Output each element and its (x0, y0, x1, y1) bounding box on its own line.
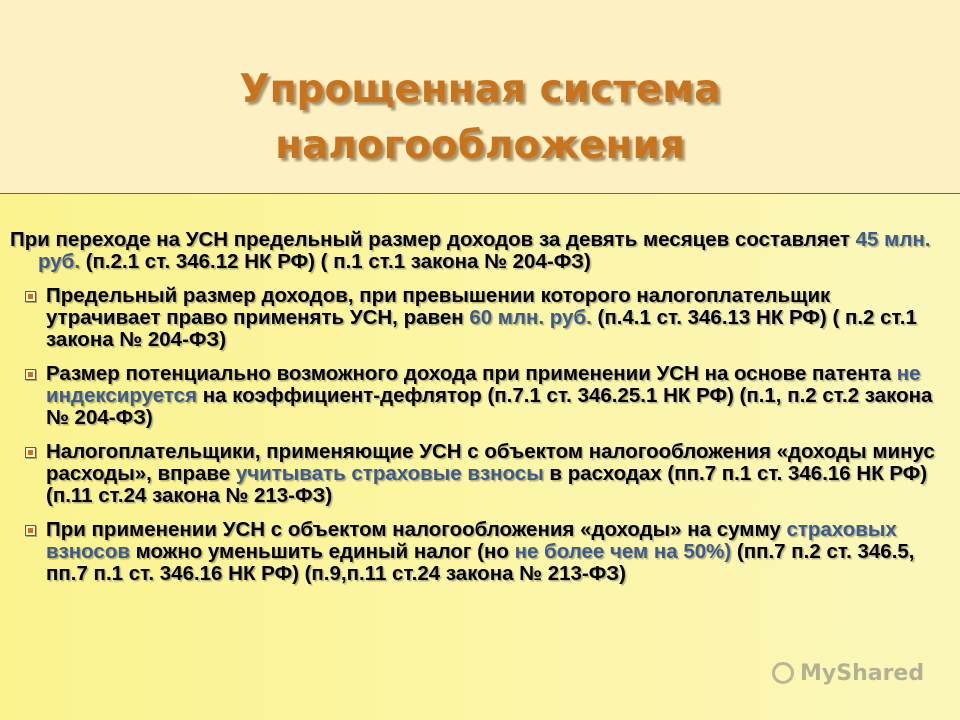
square-bullet-icon (25, 291, 36, 302)
watermark (772, 658, 932, 690)
text-run: можно уменьшить единый налог (но (129, 540, 515, 563)
text-run: При переходе на УСН предельный размер доходов за девять месяцев составляет (10, 228, 856, 251)
square-bullet-icon (25, 525, 36, 536)
bullet-list (10, 285, 950, 585)
text-run: Предельный размер доходов, при превышении которого налогоплательщик утрачивает право применять УСН, равен (46, 284, 831, 329)
slide-title-line-2: налогообложения (275, 123, 685, 168)
highlighted-text: 45 млн. руб. (38, 228, 931, 273)
slide-title (0, 62, 960, 174)
highlighted-text: не более чем на 50%) (514, 540, 732, 563)
myshared-logo-icon (772, 662, 794, 684)
text-run: на коэффициент-дефлятор (п.7.1 ст. 346.25.1 НК РФ) (п.1, п.2 ст.2 закона № 204-ФЗ) (46, 384, 933, 429)
bullet-item (10, 519, 950, 585)
bullet-item (10, 441, 950, 507)
slide-header (0, 0, 960, 194)
text-run: (пп.7 п.2 ст. 346.5, пп.7 п.1 ст. 346.16 НК РФ) (п.9,п.11 ст.24 закона № 213-ФЗ) (46, 540, 915, 585)
slide-content (10, 229, 950, 597)
highlighted-text: учитывать страховые взносы (235, 462, 544, 485)
bullet-item (10, 363, 950, 429)
text-run: (п.2.1 ст. 346.12 НК РФ) ( п.1 ст.1 закона № 204-ФЗ) (80, 250, 591, 273)
square-bullet-icon (25, 447, 36, 458)
text-run: Налогоплательщики, применяющие УСН с объектом налогообложения «доходы минус расходы», вправе (46, 440, 935, 485)
watermark-text: MyShared (800, 661, 925, 686)
square-bullet-icon (25, 369, 36, 380)
highlighted-text: 60 млн. руб. (469, 306, 592, 329)
lead-paragraph (10, 229, 950, 273)
bullet-item (10, 285, 950, 351)
text-run: Размер потенциально возможного дохода при применении УСН на основе патента (46, 362, 897, 385)
text-run: При применении УСН с объектом налогообложения «доходы» на сумму (46, 518, 787, 541)
slide-title-line-1: Упрощенная система (239, 67, 721, 112)
highlighted-text: страховых взносов (46, 518, 897, 563)
highlighted-text: не индексируется (46, 362, 921, 407)
text-run: в расходах (пп.7 п.1 ст. 346.16 НК РФ) (п.11 ст.24 закона № 213-ФЗ) (46, 462, 928, 507)
text-run: (п.4.1 ст. 346.13 НК РФ) ( п.2 ст.1 закона № 204-ФЗ) (46, 306, 917, 351)
